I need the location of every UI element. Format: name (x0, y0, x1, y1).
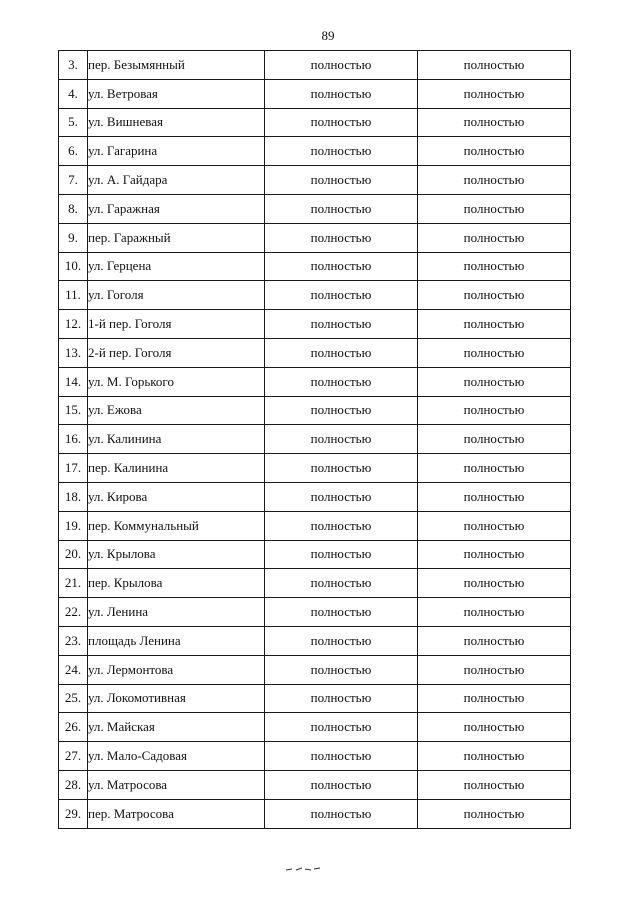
table-row (59, 770, 571, 799)
table-row (59, 137, 571, 166)
street-name: пер. Гаражный (88, 223, 265, 252)
coverage-cell: полностью (265, 425, 418, 454)
row-number: 21. (59, 569, 88, 598)
table-row (59, 252, 571, 281)
table-row (59, 108, 571, 137)
table-row (59, 511, 571, 540)
street-name: пер. Безымянный (88, 51, 265, 80)
coverage-cell: полностью (418, 626, 571, 655)
street-name: пер. Калинина (88, 454, 265, 483)
row-number: 24. (59, 655, 88, 684)
row-number: 6. (59, 137, 88, 166)
coverage-cell: полностью (418, 310, 571, 339)
row-number: 9. (59, 223, 88, 252)
coverage-cell: полностью (418, 799, 571, 828)
street-name: ул. Вишневая (88, 108, 265, 137)
row-number: 13. (59, 338, 88, 367)
coverage-cell: полностью (418, 569, 571, 598)
row-number: 15. (59, 396, 88, 425)
table-row (59, 569, 571, 598)
coverage-cell: полностью (265, 108, 418, 137)
table-row (59, 626, 571, 655)
coverage-cell: полностью (418, 425, 571, 454)
street-name: ул. Мало-Садовая (88, 742, 265, 771)
coverage-cell: полностью (418, 540, 571, 569)
street-name: ул. Ленина (88, 598, 265, 627)
coverage-cell: полностью (418, 281, 571, 310)
coverage-cell: полностью (265, 684, 418, 713)
coverage-cell: полностью (265, 598, 418, 627)
coverage-cell: полностью (418, 482, 571, 511)
table-row (59, 310, 571, 339)
coverage-cell: полностью (265, 252, 418, 281)
street-name: ул. Гоголя (88, 281, 265, 310)
street-name: ул. А. Гайдара (88, 166, 265, 195)
street-name: ул. Крылова (88, 540, 265, 569)
coverage-cell: полностью (265, 626, 418, 655)
table-row (59, 51, 571, 80)
table-row (59, 281, 571, 310)
coverage-cell: полностью (265, 540, 418, 569)
street-name: ул. Локомотивная (88, 684, 265, 713)
coverage-cell: полностью (418, 454, 571, 483)
coverage-cell: полностью (265, 51, 418, 80)
coverage-cell: полностью (418, 166, 571, 195)
coverage-cell: полностью (418, 770, 571, 799)
coverage-cell: полностью (418, 223, 571, 252)
row-number: 10. (59, 252, 88, 281)
street-name: ул. Калинина (88, 425, 265, 454)
page-number: 89 (321, 28, 335, 43)
coverage-cell: полностью (265, 655, 418, 684)
row-number: 12. (59, 310, 88, 339)
row-number: 4. (59, 79, 88, 108)
coverage-cell: полностью (418, 511, 571, 540)
street-name: пер. Коммунальный (88, 511, 265, 540)
coverage-cell: полностью (265, 367, 418, 396)
coverage-cell: полностью (418, 194, 571, 223)
street-name: ул. Герцена (88, 252, 265, 281)
table-row (59, 799, 571, 828)
table-row (59, 194, 571, 223)
street-name: ул. Матросова (88, 770, 265, 799)
coverage-cell: полностью (265, 482, 418, 511)
row-number: 17. (59, 454, 88, 483)
street-name: ул. Лермонтова (88, 655, 265, 684)
coverage-cell: полностью (418, 79, 571, 108)
street-name: ул. Гаражная (88, 194, 265, 223)
coverage-cell: полностью (418, 742, 571, 771)
row-number: 3. (59, 51, 88, 80)
table-row (59, 482, 571, 511)
row-number: 26. (59, 713, 88, 742)
coverage-cell: полностью (265, 310, 418, 339)
coverage-cell: полностью (418, 252, 571, 281)
streets-table-body (59, 51, 571, 829)
table-row (59, 396, 571, 425)
street-name: ул. Гагарина (88, 137, 265, 166)
coverage-cell: полностью (418, 655, 571, 684)
street-name: пер. Крылова (88, 569, 265, 598)
row-number: 28. (59, 770, 88, 799)
row-number: 18. (59, 482, 88, 511)
coverage-cell: полностью (265, 137, 418, 166)
row-number: 23. (59, 626, 88, 655)
street-name: ул. Майская (88, 713, 265, 742)
coverage-cell: полностью (418, 367, 571, 396)
row-number: 25. (59, 684, 88, 713)
table-row (59, 338, 571, 367)
street-name: ул. Кирова (88, 482, 265, 511)
coverage-cell: полностью (418, 338, 571, 367)
street-name: ул. Ежова (88, 396, 265, 425)
street-name: 1-й пер. Гоголя (88, 310, 265, 339)
row-number: 22. (59, 598, 88, 627)
coverage-cell: полностью (265, 770, 418, 799)
coverage-cell: полностью (418, 51, 571, 80)
coverage-cell: полностью (418, 598, 571, 627)
table-row (59, 223, 571, 252)
coverage-cell: полностью (265, 79, 418, 108)
table-row (59, 655, 571, 684)
table-row (59, 367, 571, 396)
coverage-cell: полностью (265, 396, 418, 425)
table-row (59, 684, 571, 713)
row-number: 5. (59, 108, 88, 137)
row-number: 20. (59, 540, 88, 569)
coverage-cell: полностью (265, 166, 418, 195)
table-row (59, 79, 571, 108)
row-number: 8. (59, 194, 88, 223)
coverage-cell: полностью (265, 713, 418, 742)
table-row (59, 425, 571, 454)
coverage-cell: полностью (265, 569, 418, 598)
coverage-cell: полностью (418, 713, 571, 742)
street-name: площадь Ленина (88, 626, 265, 655)
row-number: 29. (59, 799, 88, 828)
table-row (59, 742, 571, 771)
row-number: 11. (59, 281, 88, 310)
table-row (59, 540, 571, 569)
scan-artifact-mark (284, 866, 324, 872)
table-row (59, 454, 571, 483)
row-number: 16. (59, 425, 88, 454)
streets-table (58, 50, 571, 829)
coverage-cell: полностью (418, 684, 571, 713)
coverage-cell: полностью (265, 511, 418, 540)
coverage-cell: полностью (418, 137, 571, 166)
table-row (59, 166, 571, 195)
coverage-cell: полностью (418, 108, 571, 137)
coverage-cell: полностью (418, 396, 571, 425)
coverage-cell: полностью (265, 194, 418, 223)
row-number: 14. (59, 367, 88, 396)
coverage-cell: полностью (265, 281, 418, 310)
coverage-cell: полностью (265, 799, 418, 828)
coverage-cell: полностью (265, 742, 418, 771)
street-name: ул. Ветровая (88, 79, 265, 108)
table-row (59, 598, 571, 627)
row-number: 27. (59, 742, 88, 771)
coverage-cell: полностью (265, 454, 418, 483)
coverage-cell: полностью (265, 338, 418, 367)
coverage-cell: полностью (265, 223, 418, 252)
street-name: пер. Матросова (88, 799, 265, 828)
table-row (59, 713, 571, 742)
street-name: 2-й пер. Гоголя (88, 338, 265, 367)
row-number: 7. (59, 166, 88, 195)
street-name: ул. М. Горького (88, 367, 265, 396)
row-number: 19. (59, 511, 88, 540)
